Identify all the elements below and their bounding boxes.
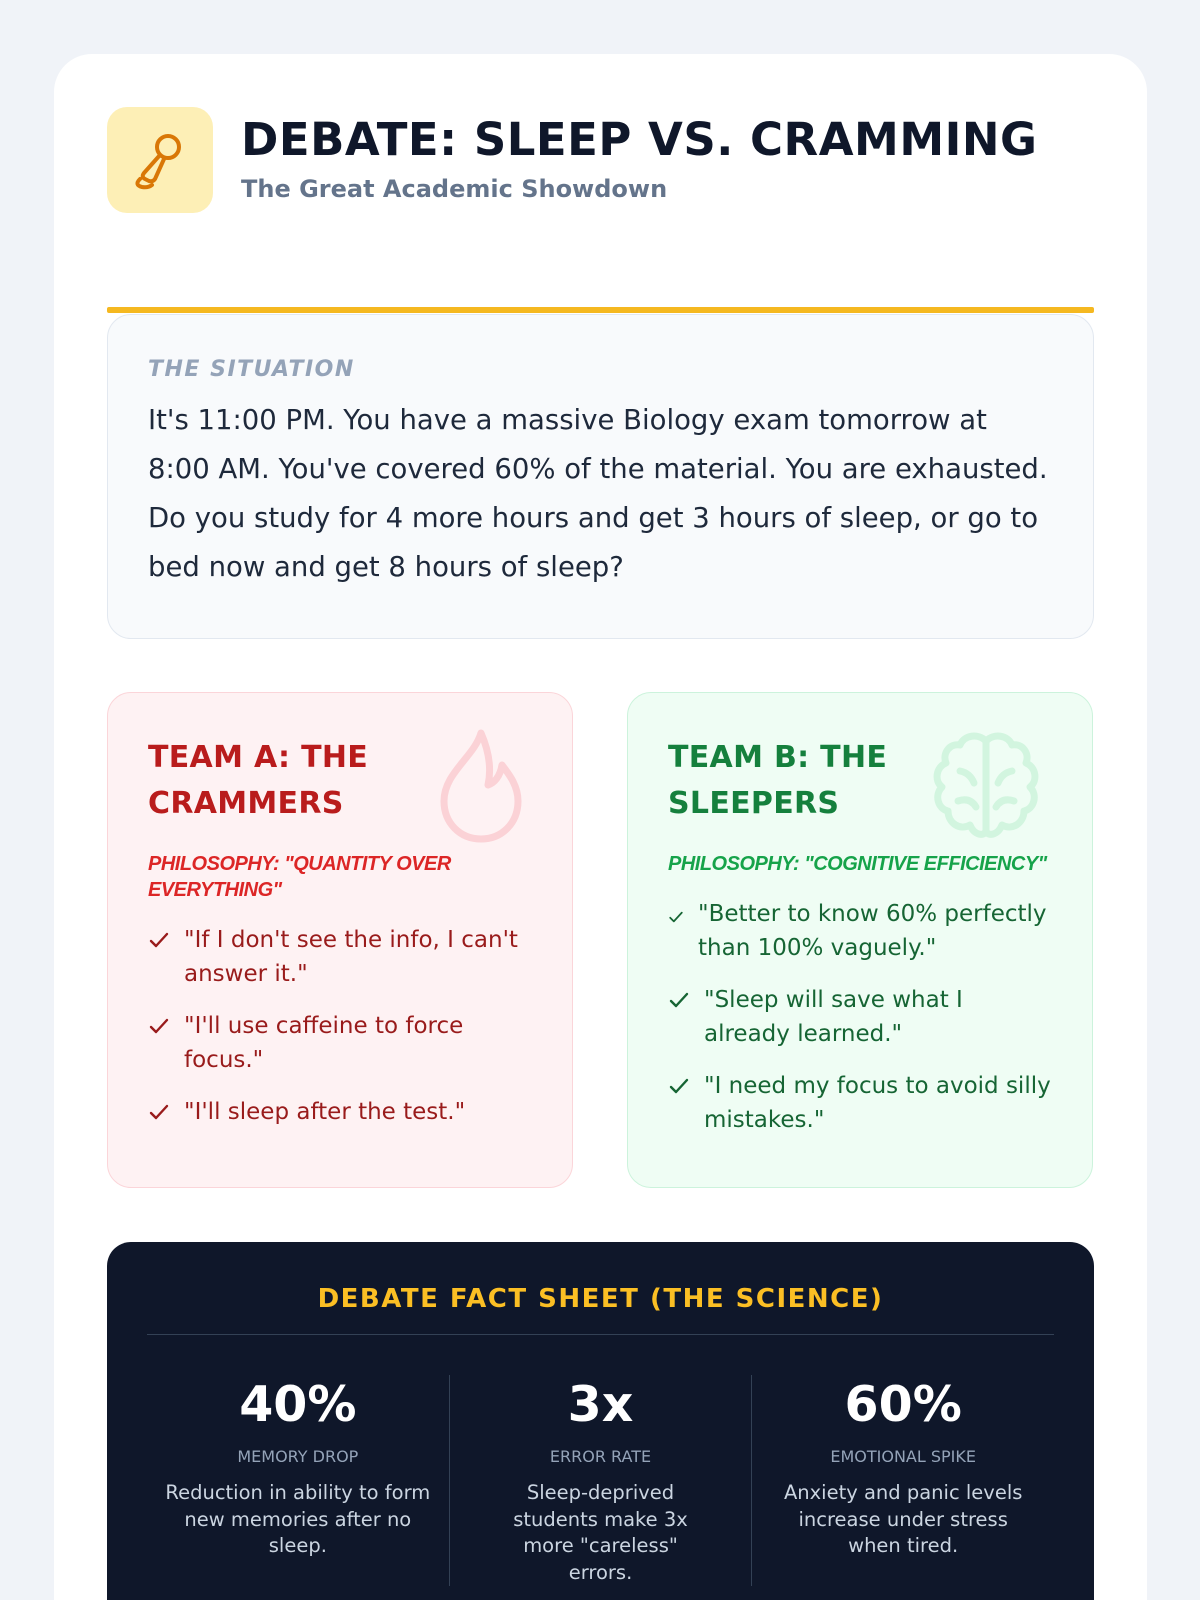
check-icon — [668, 983, 704, 1021]
quote-text: "I'll use caffeine to force focus." — [184, 1013, 464, 1073]
list-item — [148, 1009, 532, 1077]
team-a-card — [107, 692, 573, 1188]
header — [107, 107, 1094, 315]
situation-label: THE SITUATION — [148, 357, 355, 382]
team-b-title: TEAM B: THE SLEEPERS — [668, 740, 888, 821]
header-divider — [107, 307, 1094, 313]
quote-text: "Better to know 60% perfectly than 100% vaguely." — [698, 901, 1047, 961]
stat-label: ERROR RATE — [549, 1447, 652, 1466]
list-item — [668, 1069, 1052, 1137]
debate-card — [54, 54, 1147, 1600]
team-b-philosophy: PHILOSOPHY: "COGNITIVE EFFICIENCY" — [668, 853, 1047, 875]
stat-description: Reduction in ability to form new memories after no sleep. — [165, 1481, 431, 1557]
microphone-icon — [107, 107, 213, 213]
fact-sheet-divider — [147, 1334, 1054, 1335]
stat-error-rate — [449, 1375, 752, 1586]
team-a-quotes — [148, 923, 532, 1133]
team-a-title: TEAM A: THE CRAMMERS — [148, 740, 369, 821]
stat-description: Sleep-deprived students make 3x more "careless" errors. — [513, 1481, 688, 1584]
flame-icon — [434, 727, 528, 845]
check-icon — [668, 897, 698, 935]
quote-text: "I'll sleep after the test." — [184, 1099, 466, 1125]
list-item — [668, 897, 1052, 965]
stat-memory-drop — [147, 1375, 449, 1586]
stats-row — [147, 1375, 1054, 1586]
team-a-philosophy: PHILOSOPHY: "QUANTITY OVER EVERYTHING" — [148, 853, 451, 901]
list-item — [148, 1095, 532, 1133]
check-icon — [148, 1095, 184, 1133]
team-b-card — [627, 692, 1093, 1188]
team-b-quotes — [668, 897, 1052, 1137]
stat-value: 3x — [567, 1376, 634, 1433]
stat-value: 40% — [239, 1376, 357, 1433]
list-item — [148, 923, 532, 991]
situation-text: It's 11:00 PM. You have a massive Biology exam tomorrow at 8:00 AM. You've covered 60% of the material. You are exhausted. Do you study for 4 more hours and get 3 hours of sleep, or go to bed now and get 8 hours of sleep? — [148, 404, 1048, 583]
stat-value: 60% — [844, 1376, 962, 1433]
check-icon — [668, 1069, 704, 1107]
quote-text: "I need my focus to avoid silly mistakes." — [704, 1073, 1051, 1133]
stat-label: MEMORY DROP — [237, 1447, 359, 1466]
quote-text: "Sleep will save what I already learned." — [704, 987, 963, 1047]
fact-sheet-title: DEBATE FACT SHEET (THE SCIENCE) — [317, 1284, 884, 1314]
page-subtitle: The Great Academic Showdown — [241, 175, 668, 203]
stat-label: EMOTIONAL SPIKE — [830, 1447, 976, 1466]
list-item — [668, 983, 1052, 1051]
check-icon — [148, 1009, 184, 1047]
situation-panel — [107, 314, 1094, 639]
stat-emotional-spike — [751, 1375, 1054, 1586]
page-title: DEBATE: SLEEP VS. CRAMMING — [241, 113, 1038, 166]
quote-text: "If I don't see the info, I can't answer it." — [184, 927, 518, 987]
check-icon — [148, 923, 184, 961]
stat-description: Anxiety and panic levels increase under stress when tired. — [783, 1481, 1023, 1557]
fact-sheet — [107, 1242, 1094, 1600]
